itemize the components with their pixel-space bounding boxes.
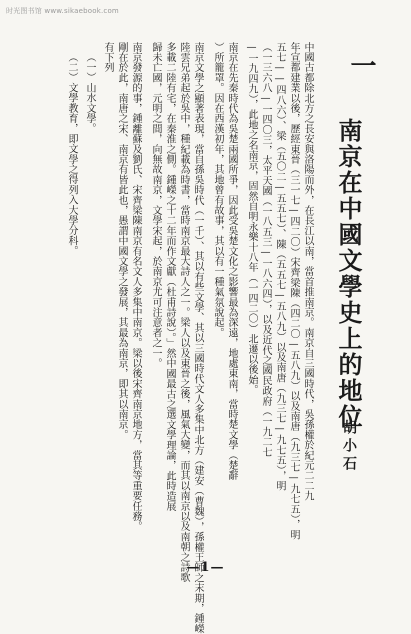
body-column: 中國古都除北方之長安與洛陽而外，在長江以南，當首推南京。南京自三國時代，吳孫權於紀元二二九: [302, 42, 313, 501]
body-column: 歸未亡國，元明之間，向無故南京，文學宋起，於南京尤可注意者之一。: [150, 42, 161, 369]
chapter-mark: 一: [346, 52, 376, 78]
body-column: 南京發源的事，鍾離蘇及劉氏、宋齊梁陳南京有名文人多集中南京。梁以後宋齊南京地方，當其等重要任務。: [130, 42, 141, 532]
list-item: （一）山水文學。: [84, 52, 95, 134]
body-column: 年宣都建業以後，歷經東晉（三一七—四二〇）宋齊梁陳（四二〇—五八九）以及南唐（九三七—九七五），明: [288, 42, 299, 540]
body-column: —一九四九），此地之名南京，固然自明永樂十八年（一四二〇）北遷以後始。: [246, 42, 257, 395]
body-column: 多載二陸有宅，在秦淮之側。鍾嶸之十二年而作文獻（杜甫詩說）。」然中國最古之選文學理論，此時造展: [164, 42, 175, 512]
body-column: 五七——四八六）、梁（五〇二—五五七）、陳（五五七—五八九）以及南唐（九三七—九七五），明: [274, 42, 285, 491]
body-column: 剛在於此，南唐之宋、南京有皆此也，愚謂中國文學之發展，其最為南京，即其以南京。: [116, 42, 127, 440]
body-column: 南京在先秦時代為吳楚兩國所爭，因此受吳楚文化之影響最為深遠，地處東南，當時楚文學（楚辭: [226, 42, 237, 481]
list-item: （二）文學教育，即文學之得列入大學分科。: [66, 52, 77, 256]
body-column: 陸雲兄弟起於吳中，種紀載為時書，當時南京最大詩人之一。梁人以及東晉之後，風氣大變，而其以南京以及南朝之詩歌: [178, 42, 189, 583]
body-column: （一三六八—一四〇三，太平天國（一八五三—一八六四），以及近代之國民政府（一九二七: [260, 42, 271, 458]
watermark: 时光图书馆 www.sikaebook.com: [6, 7, 119, 15]
author-name: 胡小石: [341, 420, 357, 474]
body-column: ）所籠罩。因在西漢初年，其地曾有故事，其以有一種氣氛說起。: [212, 42, 223, 338]
body-column: 有下列: [102, 42, 113, 73]
page-title: 南京在中國文學史上的地位: [334, 118, 363, 430]
page-number: —1—: [186, 560, 225, 575]
body-column: 南京文學之顯著表現，當自孫吳時代（一千）、其以有些文學、其以三國時代文人多集中北方（建安（曹魏），孫權王師之末期，鍾嶸: [192, 42, 203, 634]
